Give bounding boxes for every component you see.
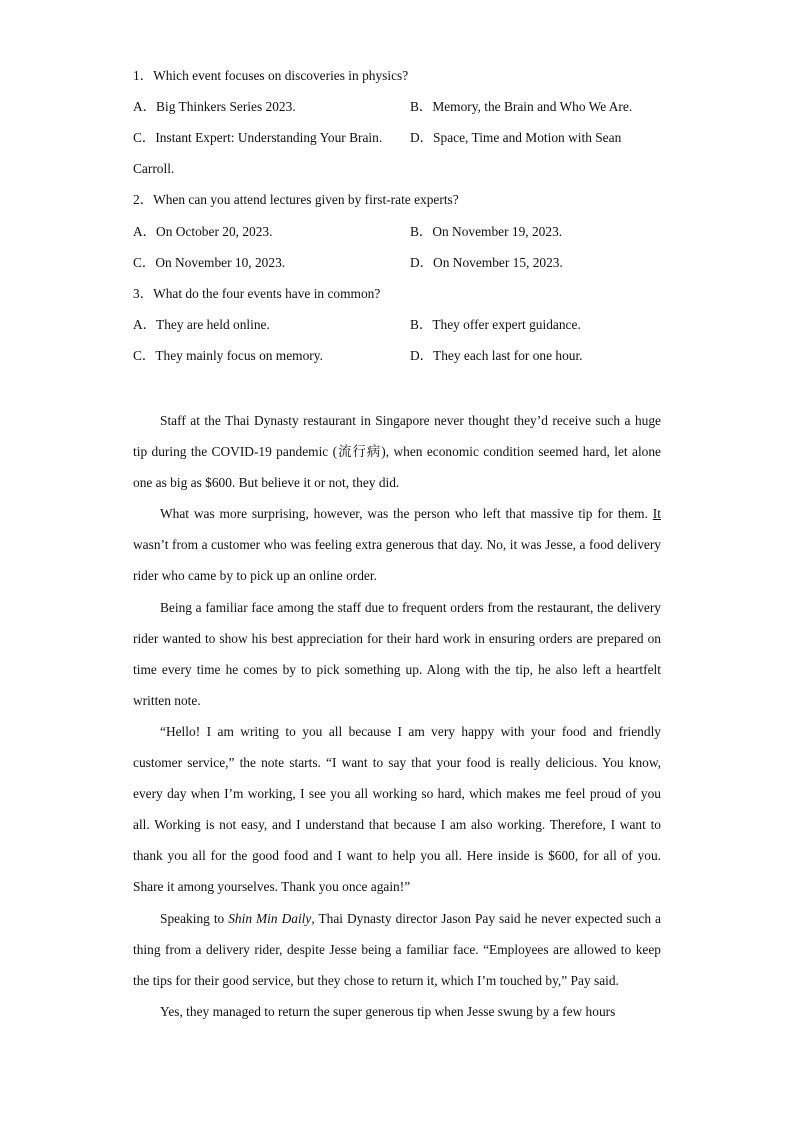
question-3-option-c: C．They mainly focus on memory. xyxy=(133,348,323,363)
question-3-option-d: D．They each last for one hour. xyxy=(410,348,583,363)
question-2-option-c: C．On November 10, 2023. xyxy=(133,255,286,270)
paragraph-3: Being a familiar face among the staff due to frequent orders from the restaurant, the delivery rider wanted to show his best appreciation for their hard work in ensuring orders are prepared on time every time he comes by to pick something up. Along with the tip, he also left a heartfelt written note. xyxy=(133,599,661,708)
paragraph-2 xyxy=(133,498,661,591)
question-2-option-a: A．On October 20, 2023. xyxy=(133,224,273,239)
reading-passage xyxy=(133,405,661,1027)
question-2-option-d: D．On November 15, 2023. xyxy=(410,255,563,270)
question-1-option-d-continued: Carroll. xyxy=(133,161,175,176)
question-1-option-b: B．Memory, the Brain and Who We Are. xyxy=(410,99,633,114)
paragraph-5-rest: , Thai Dynasty director Jason Pay said he never expected such a thing from a delivery rider, despite Jesse being a familiar face. “Employees are allowed to keep the tips for their good service, but they chose to return it, which I’m touched by,” Pay said. xyxy=(133,910,661,988)
question-3-option-b: B．They offer expert guidance. xyxy=(410,317,581,332)
paragraph-2-start: What was more surprising, however, was the person who left that massive tip for them. xyxy=(160,506,648,522)
paragraph-2-rest: wasn’t from a customer who was feeling extra generous that day. No, it was Jesse, a food delivery rider who came by to pick up an online order. xyxy=(133,537,661,584)
newspaper-title: Shin Min Daily xyxy=(228,910,312,926)
question-1-stem: 1．Which event focuses on discoveries in physics? xyxy=(133,68,409,83)
question-1-option-d: D．Space, Time and Motion with Sean xyxy=(410,130,622,145)
paragraph-5 xyxy=(133,903,661,996)
question-1-option-c: C．Instant Expert: Understanding Your Brain. xyxy=(133,130,383,145)
paragraph-5-start: Speaking to xyxy=(160,910,229,926)
question-3-stem: 3．What do the four events have in common? xyxy=(133,286,381,301)
paragraph-1: Staff at the Thai Dynasty restaurant in Singapore never thought they’d receive such a huge tip during the COVID-19 pandemic (流行病), when economic condition seemed hard, let alone one as big as $600. But believe it or not, they did. xyxy=(133,413,661,491)
question-3-option-a: A．They are held online. xyxy=(133,317,270,332)
underlined-word-it: It xyxy=(652,506,661,522)
paragraph-4: “Hello! I am writing to you all because I am very happy with your food and friendly customer service,” the note starts. “I want to say that your food is really delicious. You know, every day when I’m working, I see you all working so hard, which makes me feel proud of you all. Working is not easy, and I understand that because I am also working. Therefore, I want to thank you all for the good food and I want to help you all. Here inside is $600, for all of you. Share it among yourselves. Thank you once again!” xyxy=(133,723,661,895)
question-2-stem: 2．When can you attend lectures given by first-rate experts? xyxy=(133,192,459,207)
question-2-option-b: B．On November 19, 2023. xyxy=(410,224,563,239)
paragraph-6: Yes, they managed to return the super generous tip when Jesse swung by a few hours xyxy=(160,1003,616,1019)
question-1-option-a: A．Big Thinkers Series 2023. xyxy=(133,99,296,114)
